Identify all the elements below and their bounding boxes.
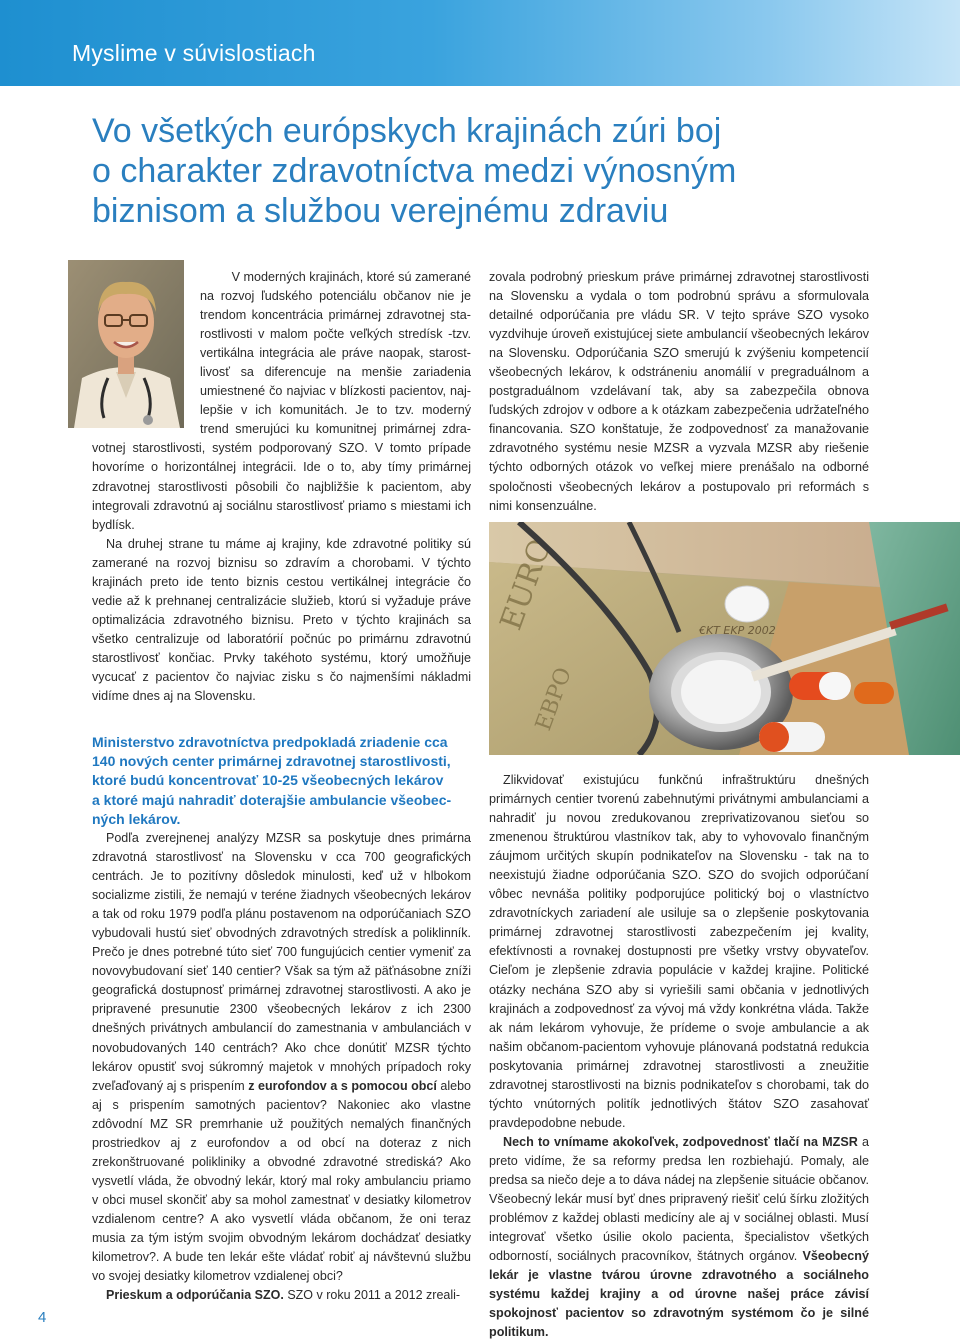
paragraph — [92, 829, 471, 1286]
headline-line: o charakter zdravotníctva medzi výnosným — [92, 152, 737, 190]
page-number: 4 — [38, 1309, 47, 1326]
banknote-text: ЕВРО — [531, 664, 577, 735]
callout-line: Ministerstvo zdravotníctva predpokladá zriadenie cca — [92, 734, 448, 750]
banknote-text: €KT EKP 2002 — [699, 624, 776, 637]
intro-line: na rozvoj ľudského potenciálu občanov nie je — [200, 289, 471, 304]
paragraph-text: SZO v roku 2011 a 2012 zreali- — [287, 1288, 461, 1303]
callout-line: 140 nových center primárnej zdravotnej starostlivosti, — [92, 753, 451, 770]
right-column-text — [489, 268, 869, 516]
callout-line: ktoré budú koncentrovať 10-25 všeobecných lekárov — [92, 772, 444, 789]
bold-phrase: z eurofondov a s pomocou obcí — [248, 1078, 437, 1093]
bold-phrase: Všeobecný lekár je vlastne tvárou úrovne zdravotného a sociálneho systému každej krajiny a od úrovne našej práce závisí spokojnosť pacientov so zdravotným systémom čo je silné politikum. — [489, 1249, 869, 1340]
subheading: Nech to vnímame akokoľvek, zodpovednosť tlačí na MZSR — [503, 1134, 858, 1149]
paragraph-text: Podľa zverejnenej analýzy MZSR sa poskytuje dnes primárna zdravotná starostlivosť na Slovensku v cca 700 geografických centrách. Je to pozitívny dôsledok minulosti, keď už v hlbokom socializme zistili, že nemajú v teréne žiadnych všeobecných lekárov a tak od roku 1979 podľa plánu postavenom na odporúčaniach SZO vybudovali hustú sieť obvodných zdravotných stredísk a poliklinník. Prečo je dnes potrebné túto sieť 700 fungujúcich centier vymeniť za novovybudovaní sieť 140 centier? Však sa tým až päťnásobne zníži geografická dostupnosť primárnej zdravotnej starostlivosti. A ako je pripravené presunutie 2300 všeobecných lekárov z ich 2300 dnešných privátnych ambulancií do zamestnania v ambulanciách v novobudovaných 140 centrách? Ako chce donútiť MZSR týchto lekárov opustiť svoj súkromný majetok v mnohých prípadoch roky zveľaďovaný aj s prispením — [92, 831, 471, 1093]
intro-line: rostlivosti v malom počte veľkých stredísk -tzv. — [200, 327, 471, 342]
paragraph-text: a preto vidíme, že sa reformy predsa len rozbiehajú. Pomaly, ale predsa sa niečo deje a to dáva nádej na zlepšenie situácie občanov. Všeobecný lekár musí byť dnes pripravený riešiť celú šírku zložitých problémov z každej oblasti medicíny ale aj v sociálnej oblasti. Musí integrovať všetko úsilie okolo pacienta, špecialistov všetkých odborností, sociálnych pracovníkov, štátnych orgánov. — [489, 1134, 869, 1264]
paragraph — [489, 1133, 869, 1342]
callout-line: ných lekárov. — [92, 810, 181, 827]
left-column-text — [92, 268, 471, 706]
section-title: Myslime v súvislostiach — [72, 40, 316, 66]
subheading: Prieskum a odporúčania SZO. — [106, 1288, 284, 1303]
intro-line: umiestnené čo najviac v blízkosti pacientov, naj- — [200, 384, 471, 399]
banknote-text: EURO — [493, 534, 559, 635]
article-headline — [92, 111, 852, 231]
intro-line: vertikálna integrácia ale práve naopak, starost- — [200, 346, 471, 361]
paragraph: zovala podrobný prieskum práve primárnej zdravotnej starostlivosti na Slovensku a vydala o tom podrobnú správu a sformulovala detailné odporúčania pre vládu SR. V tejto správe SZO vysoko vyzdvihuje úroveň existujúcej siete ambulancií všeobecných lekárov na Slovensku. Odporúčania SZO smerujú k zvýšeniu kompetencií všeobecných lekárov, k odstráneniu anomálií v pregraduálnom a postgraduálnom vzdelávaní tak, aby sa zabezpečila obnova ľudských zdrojov v odbore a k otázkam zabezpečenia udržateľného financovania. SZO konštatuje, že zodpovednosť za manažovanie zdravotného systému nesie MZSR a vyzvala MZSR aby riešenie týchto odborných otázok vo veľkej miere prenášalo na odborné spoločnosti všeobecných lekárov a postupovalo pri reformách s nimi konsenzuálne. — [489, 270, 869, 513]
intro-line: livosť sa diferencuje na menšie zariadenia — [200, 365, 471, 380]
callout-line: a ktoré majú nahradiť doterajšie ambulancie všeobec- — [92, 791, 452, 808]
headline-line: Vo všetkých európskych krajinách zúri boj — [92, 112, 722, 150]
paragraph: Na druhej strane tu máme aj krajiny, kde zdravotné politiky sú zamerané na rozvoj biznisu so zdravím a chorobami. V týchto krajinách preto ide tento biznis cestou vertikálnej integrácie čo vedie až k prehnanej centralizácie služieb, ktorú si vyžaduje práve optimalizácia zdravotného biznisu. Preto v týchto krajinách sa všetko centralizuje od laboratórií počnúc po primárnu zdravotnú starostlivosť končiac. Prvky takéhoto systému, ktorý umožňuje vycucať z pacientov čo najviac zisku s čo najmenšími nákladmi vidíme dnes aj na Slovensku. — [92, 536, 471, 704]
intro-line: V moderných krajinách, ktoré sú zamerané — [231, 270, 471, 284]
paragraph: votnej starostlivosti, systém podporovaný SZO. V tomto prípade hovoríme o horizontálnej integrácii. Ide o to, aby tímy primárnej zdravotnej starostlivosti pôsobili čo najbližšie k pacientom, aby integrovali zdravotnú aj sociálnu starostlivosť priamo s miestami ich bydlísk. — [92, 441, 471, 532]
intro-line: trend smerujúci ku komunitnej primárnej zdra- — [200, 422, 471, 437]
intro-line: trendom koncentrácia primárnej zdravotnej sta- — [200, 308, 471, 323]
right-bottom-text — [489, 771, 869, 1342]
paragraph: Zlikvidovať existujúcu funkčnú infraštruktúru dnešných primárnych centier tvorenú zabehnutými privátnymi ambulanciami a nahradiť ju novou zredukovanou zreprivatizovanou sieťou so zmenenou štruktúrou vlastníkov tak, aby to vyhovovalo finančným záujmom určitých skupín podnikateľov na Slovensku - tak na to neexistujú žiadne odporúčania SZO. SZO do svojich odporúčaní vôbec nevnáša politiky podporujúce politický boj o vlastníctvo zdravotníckych zariadení ale usiluje sa o zlepšenie poskytovania primárnej zdravotnej starostlivosti zabezpečením jej kvality, efektívnosti a rovnakej dostupnosti pre všetky vrstvy obyvateľov. Cieľom je zlepšenie zdravia populácie v každej krajine. Politické otázky nechána SZO aby si vyriešili sami občania v jednotlivých krajinách a zodpovednosť za vývoj má vždy konkrétna vláda. Takže ak nám lekárom vyhovuje, že prídeme o svoje ambulancie a ak našim občanom-pacientom vyhovuje plánovaná podstatná redukcia poskytovania primárnej zdravotnej starostlivosti a zneužitie zdravotnej starostlivosti na biznis podnikateľov s chorobami, tak do týchto vnútorných politík jednotlivých štátov SZO zasahovať pravdepodobne nebude. — [489, 773, 869, 1130]
paragraph — [92, 1286, 471, 1305]
headline-line: biznisom a službou verejnému zdraviu — [92, 192, 669, 230]
paragraph-text: alebo aj s prispením samotných pacientov? Nakoniec ako vlastne zdôvodní MZ SR premrhanie už použitých nemalých finančných prostriedkov aj z eurofondov a od obcí na doteraz z nich zrekonštruované polikliniky a obvodné zdravotné strediská? Ako vysvetlí vláda, že obvodný lekár, ktorý mal roky ambulanciu priamo v obci musel skončiť aby sa mohol zamestnať v desiatky kilometrov vzdialenom centre? A ako vysvetlí vláda občanom, že oni teraz musia za tým istým svojim obvodným lekárom dochádzať desiatky kilometrov?. A bude ten lekár ešte vládať robiť aj návštevnú službu vo svojej desiatky kilometrov vzdialenej obci? — [92, 1078, 471, 1284]
money-stethoscope-photo — [489, 522, 960, 755]
highlight-callout — [92, 733, 471, 829]
intro-line: lepšie v ich komunitách. Je to tzv. moderný — [200, 403, 471, 418]
left-bottom-text — [92, 829, 471, 1305]
section-banner — [0, 0, 960, 86]
